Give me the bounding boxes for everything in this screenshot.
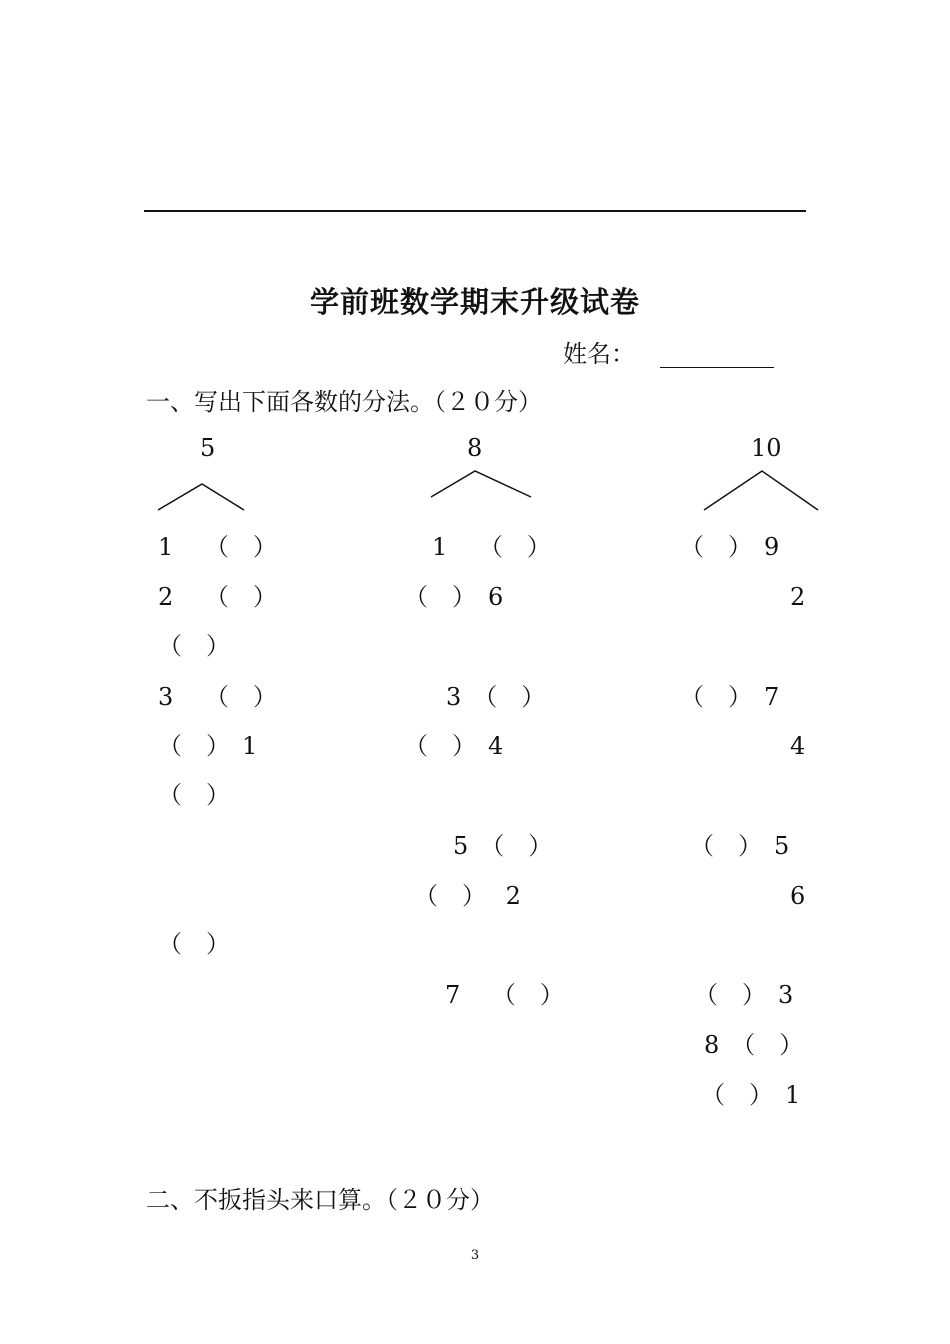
t8-row-8: （ ） 2 bbox=[414, 882, 521, 910]
t5-row-1: 1 （ ） bbox=[158, 533, 277, 561]
name-field bbox=[563, 334, 635, 369]
tree-5-top: 5 bbox=[200, 434, 216, 462]
t10-row-4: （ ） 7 bbox=[680, 683, 780, 711]
t5-row-5: （ ） 1 bbox=[158, 732, 258, 760]
t10-row-12: （ ） 1 bbox=[701, 1081, 801, 1109]
t8-row-7: 5 （ ） bbox=[453, 832, 553, 860]
t8-row-1: 1 （ ） bbox=[432, 533, 551, 561]
t10-row-11: 8 （ ） bbox=[704, 1031, 804, 1059]
tree-5-branch bbox=[158, 484, 244, 510]
t8-row-2: （ ） 6 bbox=[404, 583, 504, 611]
t10-row-2: 2 bbox=[790, 583, 806, 611]
section-1-heading: 一、写出下面各数的分法。（２０分） bbox=[146, 388, 542, 416]
name-blank-line[interactable] bbox=[660, 367, 774, 368]
t10-row-5: 4 bbox=[790, 732, 806, 760]
name-label: 姓名： bbox=[563, 340, 635, 368]
page-title: 学前班数学期末升级试卷 bbox=[309, 285, 640, 319]
t8-row-10: 7 （ ） bbox=[445, 981, 564, 1009]
t5-row-2: 2 （ ） bbox=[158, 583, 277, 611]
section-2-heading: 二、不扳指头来口算。（２０分） bbox=[146, 1186, 494, 1214]
t5-row-4: 3 （ ） bbox=[158, 683, 277, 711]
t10-row-7: （ ） 5 bbox=[690, 832, 790, 860]
t5-row-6: （ ） bbox=[158, 781, 230, 809]
tree-8-top: 8 bbox=[467, 434, 483, 462]
header-rule bbox=[144, 210, 806, 212]
t10-row-1: （ ） 9 bbox=[680, 533, 780, 561]
tree-10-branch bbox=[704, 471, 818, 510]
tree-8-branch bbox=[431, 471, 531, 497]
t8-row-5: （ ） 4 bbox=[404, 732, 504, 760]
t5-row-3: （ ） bbox=[158, 632, 230, 660]
t5-row-9: （ ） bbox=[158, 930, 230, 958]
page-number: 3 bbox=[470, 1248, 480, 1263]
t10-row-8: 6 bbox=[790, 882, 806, 910]
t8-row-4: 3 （ ） bbox=[446, 683, 546, 711]
t10-row-10: （ ） 3 bbox=[694, 981, 794, 1009]
tree-10-top: 10 bbox=[751, 434, 782, 462]
